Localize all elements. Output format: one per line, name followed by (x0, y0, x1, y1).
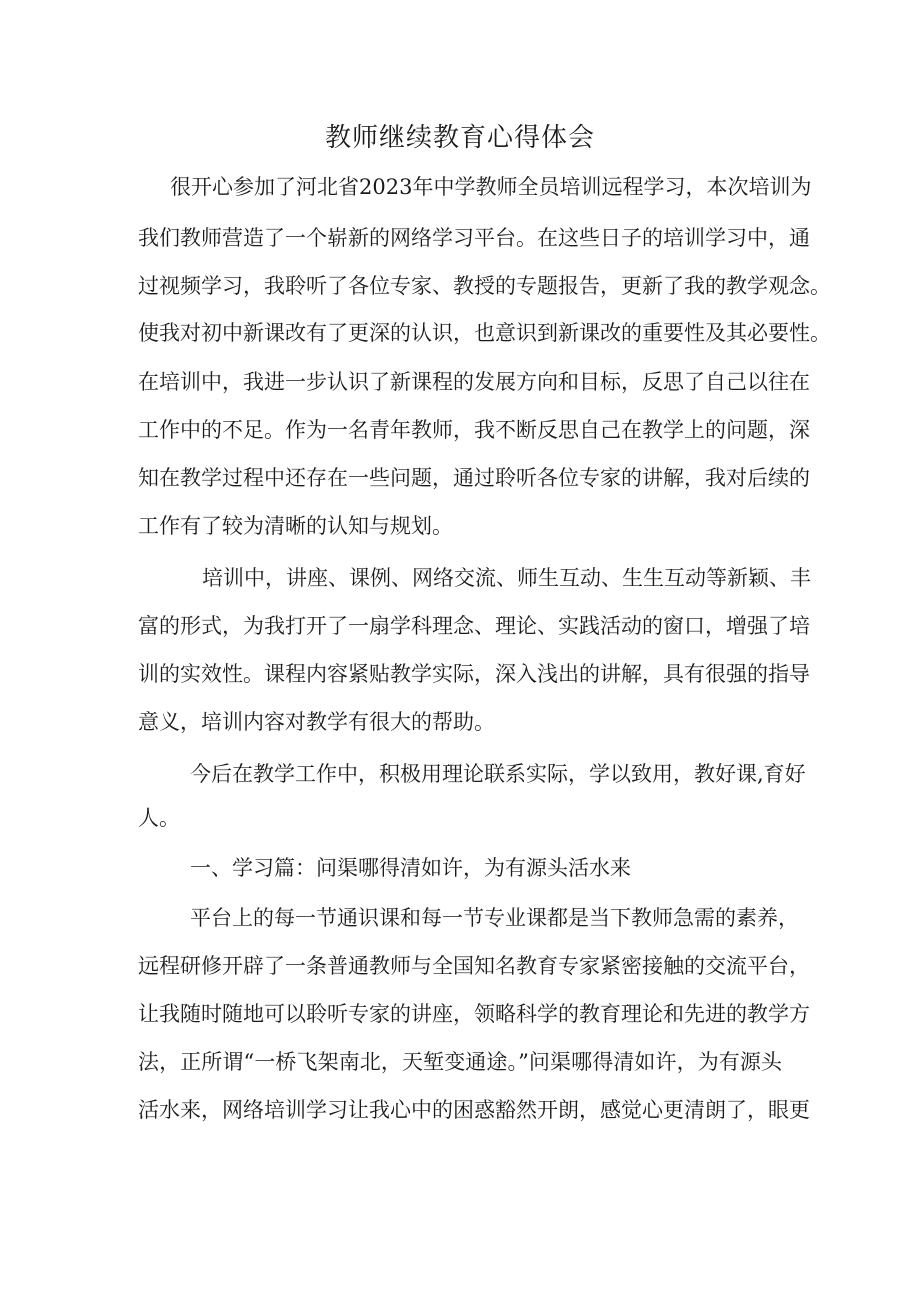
paragraph-1-line-7: 知在教学过程中还存在一些问题，通过聆听各位专家的讲解，我对后续的 (138, 466, 810, 490)
paragraph-1-line-4: 使我对初中新课改有了更深的认识，也意识到新课改的重要性及其必要性。 (138, 321, 831, 345)
paragraph-2-line-4: 意义，培训内容对教学有很大的帮助。 (138, 710, 495, 734)
paragraph-4-line-1: 平台上的每一节通识课和每一节专业课都是当下教师急需的素养， (190, 906, 799, 930)
paragraph-2-line-1: 培训中，讲座、课例、网络交流、师生互动、生生互动等新颖、丰 (202, 566, 811, 590)
paragraph-1-line-2: 我们教师营造了一个崭新的网络学习平台。在这些日子的培训学习中，通 (138, 226, 810, 250)
paragraph-2-line-2: 富的形式，为我打开了一扇学科理念、理论、实践活动的窗口，增强了培 (138, 614, 810, 638)
paragraph-4-line-2: 远程研修开辟了一条普通教师与全国知名教育专家紧密接触的交流平台， (138, 954, 810, 978)
paragraph-1-line-5: 在培训中，我进一步认识了新课程的发展方向和目标，反思了自己以往在 (138, 370, 810, 394)
paragraph-4-line-3: 让我随时随地可以聆听专家的讲座，领略科学的教育理论和先进的教学方 (138, 1002, 810, 1026)
paragraph-3-line-1: 今后在教学工作中，积极用理论联系实际，学以致用，教好课,育好 (190, 762, 806, 786)
paragraph-1-line-6: 工作中的不足。作为一名青年教师，我不断反思自己在教学上的问题，深 (138, 418, 810, 442)
paragraph-3-line-2: 人。 (138, 806, 180, 830)
section-heading: 一、学习篇：问渠哪得清如许，为有源头活水来 (190, 856, 631, 880)
paragraph-1-line-8: 工作有了较为清晰的认知与规划。 (138, 514, 453, 538)
paragraph-4-line-5: 活水来，网络培训学习让我心中的困惑豁然开朗，感觉心更清朗了，眼更 (138, 1098, 810, 1122)
document-title: 教师继续教育心得体会 (324, 123, 595, 153)
paragraph-1-line-1: 很开心参加了河北省2023年中学教师全员培训远程学习，本次培训为 (170, 175, 812, 199)
paragraph-2-line-3: 训的实效性。课程内容紧贴教学实际，深入浅出的讲解，具有很强的指导 (138, 662, 810, 686)
paragraph-4-line-4: 法，正所谓“一桥飞架南北，天堑变通途。”问渠哪得清如许，为有源头 (138, 1050, 782, 1074)
paragraph-1-line-3: 过视频学习，我聆听了各位专家、教授的专题报告，更新了我的教学观念。 (138, 274, 831, 298)
